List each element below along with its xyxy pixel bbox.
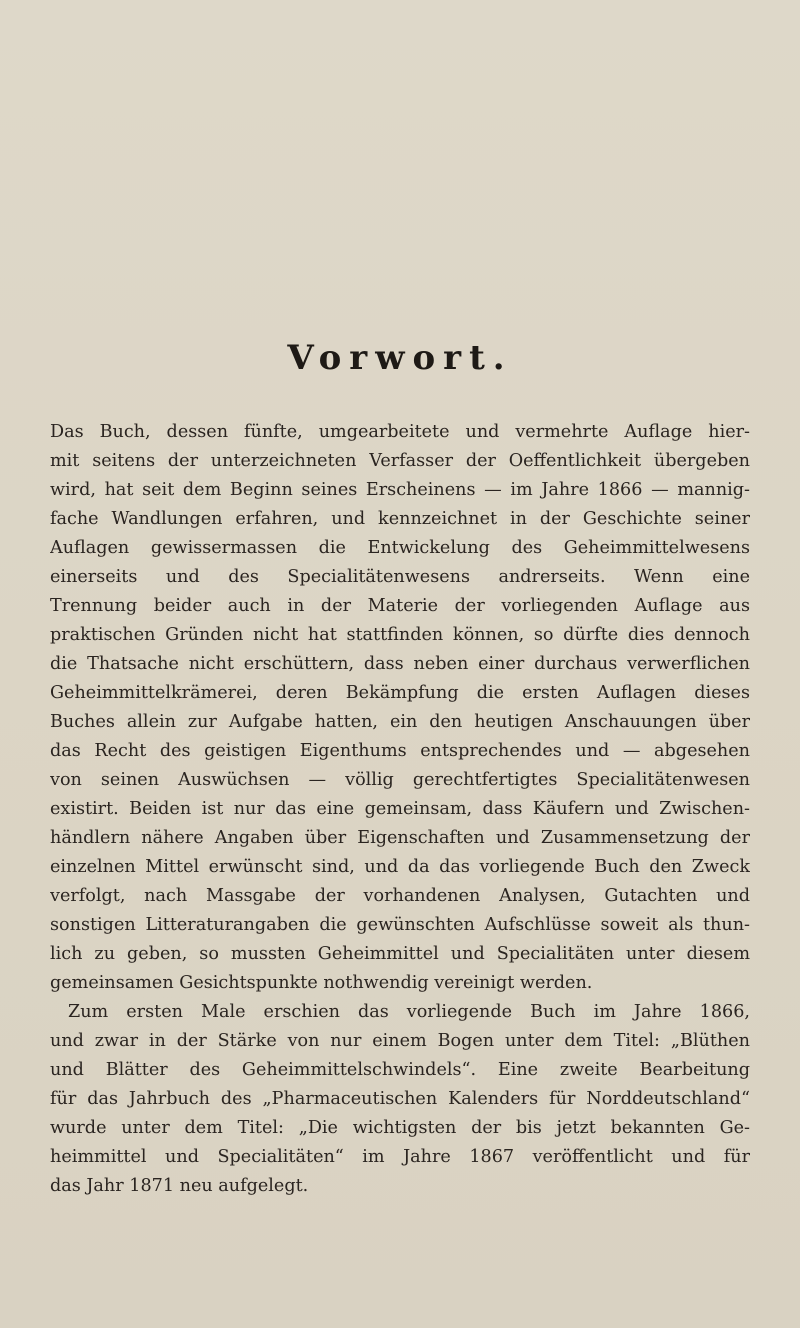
preface-text xyxy=(50,418,750,1201)
text-line: wird, hat seit dem Beginn seines Erscheinens — im Jahre 1866 — mannig- xyxy=(50,480,750,500)
text-line: die Thatsache nicht erschüttern, dass neben einer durchaus verwerflichen xyxy=(50,654,750,674)
text-line: Auflagen gewissermassen die Entwickelung des Geheimmittelwesens xyxy=(50,538,750,558)
text-line: Zum ersten Male erschien das vorliegende Buch im Jahre 1866, xyxy=(68,1002,750,1022)
text-line: lich zu geben, so mussten Geheimmittel und Specialitäten unter diesem xyxy=(50,944,750,964)
text-line: heimmittel und Specialitäten“ im Jahre 1867 veröffentlicht und für xyxy=(50,1147,750,1167)
text-line: existirt. Beiden ist nur das eine gemeinsam, dass Käufern und Zwischen- xyxy=(50,799,750,819)
text-line: mit seitens der unterzeichneten Verfasser der Oeffentlichkeit übergeben xyxy=(50,451,750,471)
text-line: Buches allein zur Aufgabe hatten, ein den heutigen Anschauungen über xyxy=(50,712,750,732)
text-line: einzelnen Mittel erwünscht sind, und da das vorliegende Buch den Zweck xyxy=(50,857,750,877)
text-line: gemeinsamen Gesichtspunkte nothwendig vereinigt werden. xyxy=(50,973,593,993)
text-line: Geheimmittelkrämerei, deren Bekämpfung die ersten Auflagen dieses xyxy=(50,683,750,703)
text-line: von seinen Auswüchsen — völlig gerechtfertigtes Specialitätenwesen xyxy=(50,770,750,790)
text-line: sonstigen Litteraturangaben die gewünschten Aufschlüsse soweit als thun- xyxy=(50,915,750,935)
text-line: für das Jahrbuch des „Pharmaceutischen Kalenders für Norddeutschland“ xyxy=(50,1089,750,1109)
text-line: das Jahr 1871 neu aufgelegt. xyxy=(50,1176,309,1196)
text-line: Trennung beider auch in der Materie der vorliegenden Auflage aus xyxy=(50,596,750,616)
text-line: praktischen Gründen nicht hat stattfinden können, so dürfte dies dennoch xyxy=(50,625,750,645)
text-line: händlern nähere Angaben über Eigenschaften und Zusammensetzung der xyxy=(50,828,750,848)
text-line: fache Wandlungen erfahren, und kennzeichnet in der Geschichte seiner xyxy=(50,509,750,529)
text-line: das Recht des geistigen Eigenthums entsprechendes und — abgesehen xyxy=(50,741,750,761)
text-line: Das Buch, dessen fünfte, umgearbeitete und vermehrte Auflage hier- xyxy=(50,422,750,442)
text-line: einerseits und des Specialitätenwesens andrerseits. Wenn eine xyxy=(50,567,750,587)
text-line: und zwar in der Stärke von nur einem Bogen unter dem Titel: „Blüthen xyxy=(50,1031,750,1051)
text-line: wurde unter dem Titel: „Die wichtigsten der bis jetzt bekannten Ge- xyxy=(50,1118,750,1138)
text-line: verfolgt, nach Massgabe der vorhandenen Analysen, Gutachten und xyxy=(50,886,750,906)
page-title: Vorwort. xyxy=(287,338,513,378)
text-line: und Blätter des Geheimmittelschwindels“. Eine zweite Bearbeitung xyxy=(50,1060,750,1080)
